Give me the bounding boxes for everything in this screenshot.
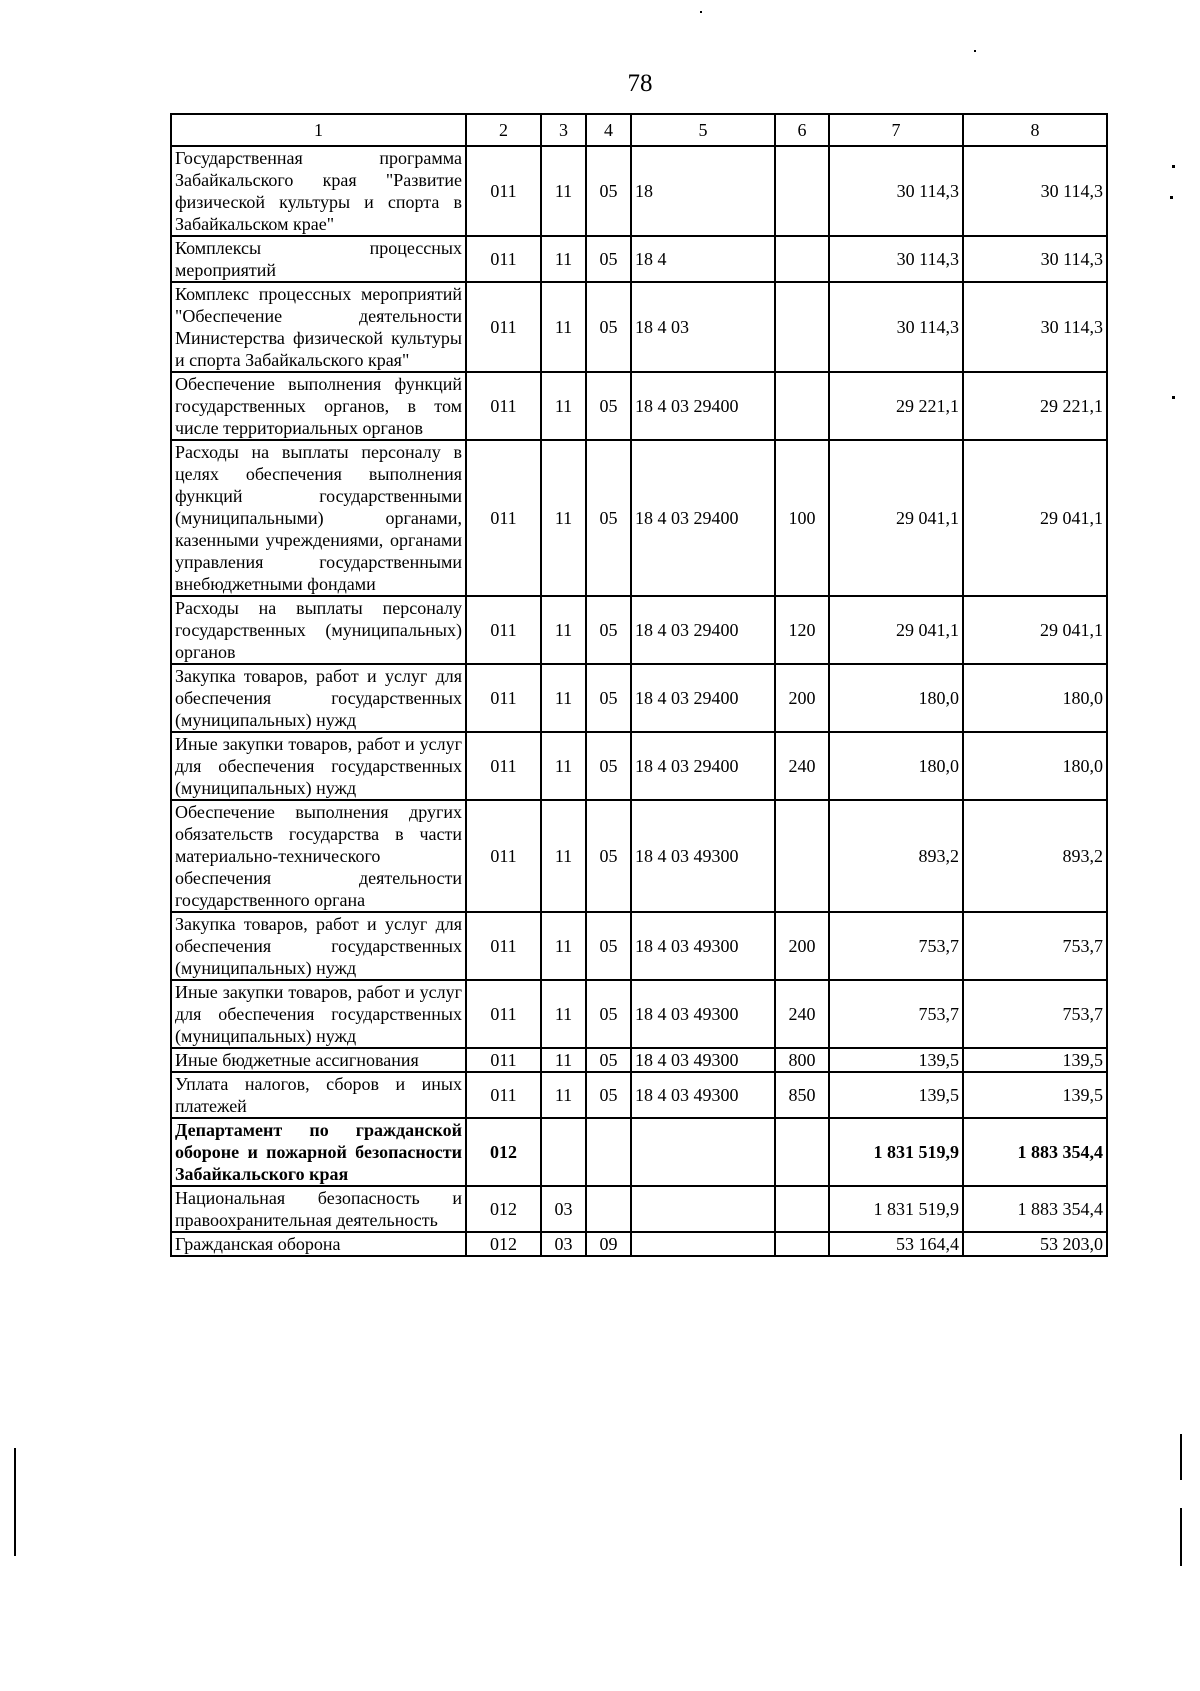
table-row <box>171 1048 1107 1072</box>
row-target-code-cell: 18 4 03 29400 <box>631 664 775 732</box>
row-name-cell: Государственная программа Забайкальского края "Развитие физической культуры и спорта в Забайкальском крае" <box>171 146 466 236</box>
row-subsection-cell: 05 <box>586 912 631 980</box>
row-code-cell: 012 <box>466 1186 541 1232</box>
row-subsection-cell: 05 <box>586 664 631 732</box>
row-code-cell: 011 <box>466 664 541 732</box>
row-expense-type-cell <box>775 282 829 372</box>
row-expense-type-cell <box>775 800 829 912</box>
row-section-cell: 11 <box>541 282 586 372</box>
row-section-cell: 11 <box>541 980 586 1048</box>
row-subsection-cell: 05 <box>586 236 631 282</box>
row-amount-1-cell: 893,2 <box>829 800 963 912</box>
row-expense-type-cell <box>775 1186 829 1232</box>
table-row <box>171 912 1107 980</box>
row-code-cell: 011 <box>466 980 541 1048</box>
table-row <box>171 596 1107 664</box>
table-header-row <box>171 114 1107 146</box>
scan-dot <box>1172 396 1175 399</box>
row-amount-1-cell: 29 041,1 <box>829 440 963 596</box>
row-section-cell: 11 <box>541 1072 586 1118</box>
column-header: 5 <box>631 114 775 146</box>
row-section-cell: 03 <box>541 1186 586 1232</box>
row-name-cell: Комплексы процессных мероприятий <box>171 236 466 282</box>
table-row <box>171 1072 1107 1118</box>
scan-edge-mark <box>1180 1434 1182 1480</box>
column-header: 8 <box>963 114 1107 146</box>
row-target-code-cell: 18 4 03 29400 <box>631 596 775 664</box>
row-code-cell: 011 <box>466 732 541 800</box>
row-amount-2-cell: 53 203,0 <box>963 1232 1107 1256</box>
row-name-cell: Иные бюджетные ассигнования <box>171 1048 466 1072</box>
budget-table <box>170 113 1108 1257</box>
row-code-cell: 011 <box>466 1048 541 1072</box>
row-subsection-cell <box>586 1118 631 1186</box>
row-section-cell: 11 <box>541 236 586 282</box>
scan-edge-mark <box>1180 1508 1182 1566</box>
row-target-code-cell: 18 4 03 49300 <box>631 980 775 1048</box>
row-target-code-cell: 18 4 03 <box>631 282 775 372</box>
row-subsection-cell: 05 <box>586 980 631 1048</box>
row-amount-1-cell: 29 221,1 <box>829 372 963 440</box>
table-row <box>171 440 1107 596</box>
table-row <box>171 372 1107 440</box>
row-amount-1-cell: 1 831 519,9 <box>829 1118 963 1186</box>
row-expense-type-cell <box>775 236 829 282</box>
row-target-code-cell: 18 <box>631 146 775 236</box>
row-amount-1-cell: 180,0 <box>829 664 963 732</box>
row-amount-2-cell: 893,2 <box>963 800 1107 912</box>
row-subsection-cell: 05 <box>586 596 631 664</box>
row-code-cell: 011 <box>466 800 541 912</box>
row-amount-1-cell: 139,5 <box>829 1072 963 1118</box>
row-amount-2-cell: 30 114,3 <box>963 146 1107 236</box>
row-amount-2-cell: 30 114,3 <box>963 236 1107 282</box>
row-amount-1-cell: 30 114,3 <box>829 282 963 372</box>
row-section-cell: 11 <box>541 440 586 596</box>
row-amount-1-cell: 29 041,1 <box>829 596 963 664</box>
table-row <box>171 732 1107 800</box>
row-expense-type-cell: 240 <box>775 980 829 1048</box>
row-name-cell: Расходы на выплаты персоналу в целях обеспечения выполнения функций государственными (муниципальными) органами, казенными учреждениями, органами управления государственными внебюджетными фондами <box>171 440 466 596</box>
row-name-cell: Закупка товаров, работ и услуг для обеспечения государственных (муниципальных) нужд <box>171 912 466 980</box>
row-subsection-cell: 05 <box>586 1048 631 1072</box>
row-code-cell: 011 <box>466 1072 541 1118</box>
row-amount-1-cell: 30 114,3 <box>829 236 963 282</box>
row-name-cell: Иные закупки товаров, работ и услуг для обеспечения государственных (муниципальных) нужд <box>171 980 466 1048</box>
table-row <box>171 1232 1107 1256</box>
row-amount-2-cell: 139,5 <box>963 1048 1107 1072</box>
row-code-cell: 011 <box>466 236 541 282</box>
row-amount-2-cell: 753,7 <box>963 980 1107 1048</box>
row-name-cell: Национальная безопасность и правоохранительная деятельность <box>171 1186 466 1232</box>
row-expense-type-cell: 240 <box>775 732 829 800</box>
column-header: 3 <box>541 114 586 146</box>
row-target-code-cell: 18 4 <box>631 236 775 282</box>
scan-dot <box>974 50 976 52</box>
row-subsection-cell: 05 <box>586 1072 631 1118</box>
table-row <box>171 282 1107 372</box>
row-name-cell: Иные закупки товаров, работ и услуг для обеспечения государственных (муниципальных) нужд <box>171 732 466 800</box>
row-code-cell: 011 <box>466 146 541 236</box>
scan-dot <box>1170 196 1173 199</box>
row-subsection-cell: 05 <box>586 732 631 800</box>
row-subsection-cell: 05 <box>586 146 631 236</box>
row-target-code-cell: 18 4 03 29400 <box>631 372 775 440</box>
row-code-cell: 011 <box>466 372 541 440</box>
row-target-code-cell <box>631 1232 775 1256</box>
row-amount-2-cell: 180,0 <box>963 732 1107 800</box>
column-header: 6 <box>775 114 829 146</box>
row-subsection-cell: 09 <box>586 1232 631 1256</box>
row-amount-2-cell: 139,5 <box>963 1072 1107 1118</box>
scan-dot <box>1172 165 1175 168</box>
column-header: 7 <box>829 114 963 146</box>
row-expense-type-cell <box>775 1232 829 1256</box>
row-target-code-cell: 18 4 03 29400 <box>631 440 775 596</box>
row-name-cell: Комплекс процессных мероприятий "Обеспечение деятельности Министерства физической культуры и спорта Забайкальского края" <box>171 282 466 372</box>
row-amount-1-cell: 30 114,3 <box>829 146 963 236</box>
row-code-cell: 011 <box>466 440 541 596</box>
row-name-cell: Закупка товаров, работ и услуг для обеспечения государственных (муниципальных) нужд <box>171 664 466 732</box>
table-row <box>171 146 1107 236</box>
row-target-code-cell: 18 4 03 49300 <box>631 912 775 980</box>
row-name-cell: Уплата налогов, сборов и иных платежей <box>171 1072 466 1118</box>
row-expense-type-cell: 120 <box>775 596 829 664</box>
row-section-cell <box>541 1118 586 1186</box>
row-amount-2-cell: 180,0 <box>963 664 1107 732</box>
row-name-cell: Департамент по гражданской обороне и пожарной безопасности Забайкальского края <box>171 1118 466 1186</box>
row-code-cell: 012 <box>466 1118 541 1186</box>
row-code-cell: 011 <box>466 282 541 372</box>
row-expense-type-cell <box>775 146 829 236</box>
row-amount-1-cell: 753,7 <box>829 980 963 1048</box>
row-target-code-cell: 18 4 03 49300 <box>631 1048 775 1072</box>
table-row <box>171 664 1107 732</box>
row-amount-1-cell: 1 831 519,9 <box>829 1186 963 1232</box>
row-section-cell: 11 <box>541 800 586 912</box>
row-target-code-cell: 18 4 03 49300 <box>631 800 775 912</box>
row-name-cell: Обеспечение выполнения функций государственных органов, в том числе территориальных органов <box>171 372 466 440</box>
row-code-cell: 012 <box>466 1232 541 1256</box>
row-amount-1-cell: 139,5 <box>829 1048 963 1072</box>
row-section-cell: 11 <box>541 372 586 440</box>
row-expense-type-cell <box>775 1118 829 1186</box>
row-section-cell: 11 <box>541 146 586 236</box>
column-header: 4 <box>586 114 631 146</box>
row-amount-1-cell: 753,7 <box>829 912 963 980</box>
column-header: 2 <box>466 114 541 146</box>
row-code-cell: 011 <box>466 596 541 664</box>
row-code-cell: 011 <box>466 912 541 980</box>
row-amount-1-cell: 53 164,4 <box>829 1232 963 1256</box>
row-section-cell: 11 <box>541 732 586 800</box>
row-expense-type-cell: 200 <box>775 664 829 732</box>
row-expense-type-cell: 850 <box>775 1072 829 1118</box>
row-section-cell: 11 <box>541 912 586 980</box>
scan-dot <box>700 11 702 13</box>
row-section-cell: 03 <box>541 1232 586 1256</box>
row-amount-2-cell: 30 114,3 <box>963 282 1107 372</box>
row-subsection-cell: 05 <box>586 440 631 596</box>
row-amount-2-cell: 1 883 354,4 <box>963 1186 1107 1232</box>
row-subsection-cell <box>586 1186 631 1232</box>
table-row <box>171 236 1107 282</box>
row-subsection-cell: 05 <box>586 800 631 912</box>
row-name-cell: Расходы на выплаты персоналу государственных (муниципальных) органов <box>171 596 466 664</box>
row-target-code-cell <box>631 1186 775 1232</box>
row-expense-type-cell: 800 <box>775 1048 829 1072</box>
row-subsection-cell: 05 <box>586 372 631 440</box>
row-name-cell: Обеспечение выполнения других обязательств государства в части материально-технического обеспечения деятельности государственного органа <box>171 800 466 912</box>
row-target-code-cell: 18 4 03 49300 <box>631 1072 775 1118</box>
table-row <box>171 1186 1107 1232</box>
row-amount-2-cell: 29 041,1 <box>963 596 1107 664</box>
row-target-code-cell <box>631 1118 775 1186</box>
table-row <box>171 980 1107 1048</box>
table-row <box>171 800 1107 912</box>
row-target-code-cell: 18 4 03 29400 <box>631 732 775 800</box>
row-expense-type-cell: 100 <box>775 440 829 596</box>
row-subsection-cell: 05 <box>586 282 631 372</box>
scan-edge-mark <box>14 1448 16 1556</box>
row-section-cell: 11 <box>541 664 586 732</box>
row-expense-type-cell <box>775 372 829 440</box>
table-row <box>171 1118 1107 1186</box>
row-section-cell: 11 <box>541 596 586 664</box>
row-amount-2-cell: 1 883 354,4 <box>963 1118 1107 1186</box>
row-amount-2-cell: 753,7 <box>963 912 1107 980</box>
row-expense-type-cell: 200 <box>775 912 829 980</box>
column-header: 1 <box>171 114 466 146</box>
row-name-cell: Гражданская оборона <box>171 1232 466 1256</box>
page-number: 78 <box>627 70 653 97</box>
table-body <box>171 146 1107 1256</box>
row-amount-2-cell: 29 221,1 <box>963 372 1107 440</box>
row-amount-2-cell: 29 041,1 <box>963 440 1107 596</box>
row-section-cell: 11 <box>541 1048 586 1072</box>
row-amount-1-cell: 180,0 <box>829 732 963 800</box>
